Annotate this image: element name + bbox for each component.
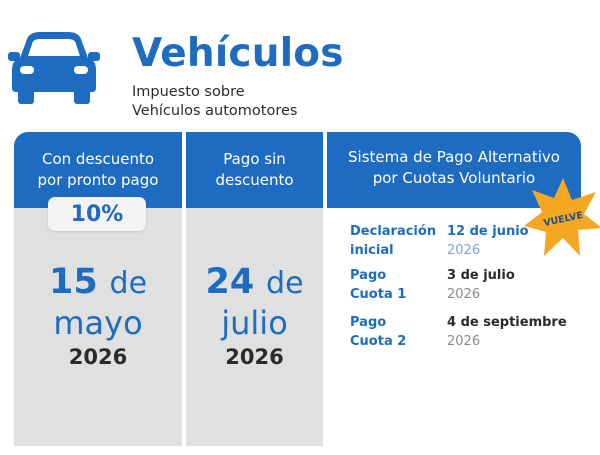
subtitle-line-2: Vehículos automotores xyxy=(132,103,298,119)
schedule-date: 12 de junio xyxy=(447,224,529,239)
schedule-label xyxy=(350,313,406,351)
schedule-label-line: Pago xyxy=(350,268,387,283)
due-de: de xyxy=(109,266,148,301)
due-month: julio xyxy=(221,304,288,342)
due-year: 2026 xyxy=(225,345,284,369)
column-header-line: por pronto pago xyxy=(37,171,159,189)
discount-badge: 10% xyxy=(48,197,146,231)
column-header-line: por Cuotas Voluntario xyxy=(372,169,536,187)
schedule-date: 3 de julio xyxy=(447,268,515,283)
column-header-sin-descuento xyxy=(186,132,323,208)
due-date-pronto-pago xyxy=(14,262,182,372)
schedule-year: 2026 xyxy=(447,243,481,258)
schedule-year: 2026 xyxy=(447,334,481,349)
due-day: 24 xyxy=(205,262,255,302)
schedule-label-line: Pago xyxy=(350,315,387,330)
column-header-line: descuento xyxy=(215,171,294,189)
column-header-line: Con descuento xyxy=(41,150,155,168)
car-icon xyxy=(6,28,102,108)
schedule-label xyxy=(350,222,436,260)
due-day: 15 xyxy=(48,262,98,302)
schedule-label-line: Declaración xyxy=(350,224,437,239)
column-header-line: Sistema de Pago Alternativo xyxy=(348,148,560,166)
schedule-label xyxy=(350,266,406,304)
schedule-label-line: Cuota 2 xyxy=(350,334,407,349)
due-de: de xyxy=(266,266,304,301)
starburst-label: VUELVE xyxy=(542,209,585,230)
schedule-label-line: Cuota 1 xyxy=(350,287,407,302)
vuelve-starburst xyxy=(522,176,600,258)
page-title: Vehículos xyxy=(132,31,344,76)
page-subtitle xyxy=(132,83,297,121)
schedule-year: 2026 xyxy=(447,287,481,302)
schedule-date: 4 de septiembre xyxy=(447,315,567,330)
due-date-sin-descuento xyxy=(186,262,323,372)
column-header-line: Pago sin xyxy=(223,150,286,168)
subtitle-line-1: Impuesto sobre xyxy=(132,84,245,100)
due-month: mayo xyxy=(53,304,143,342)
due-year: 2026 xyxy=(68,345,128,369)
schedule-label-line: inicial xyxy=(350,243,394,258)
